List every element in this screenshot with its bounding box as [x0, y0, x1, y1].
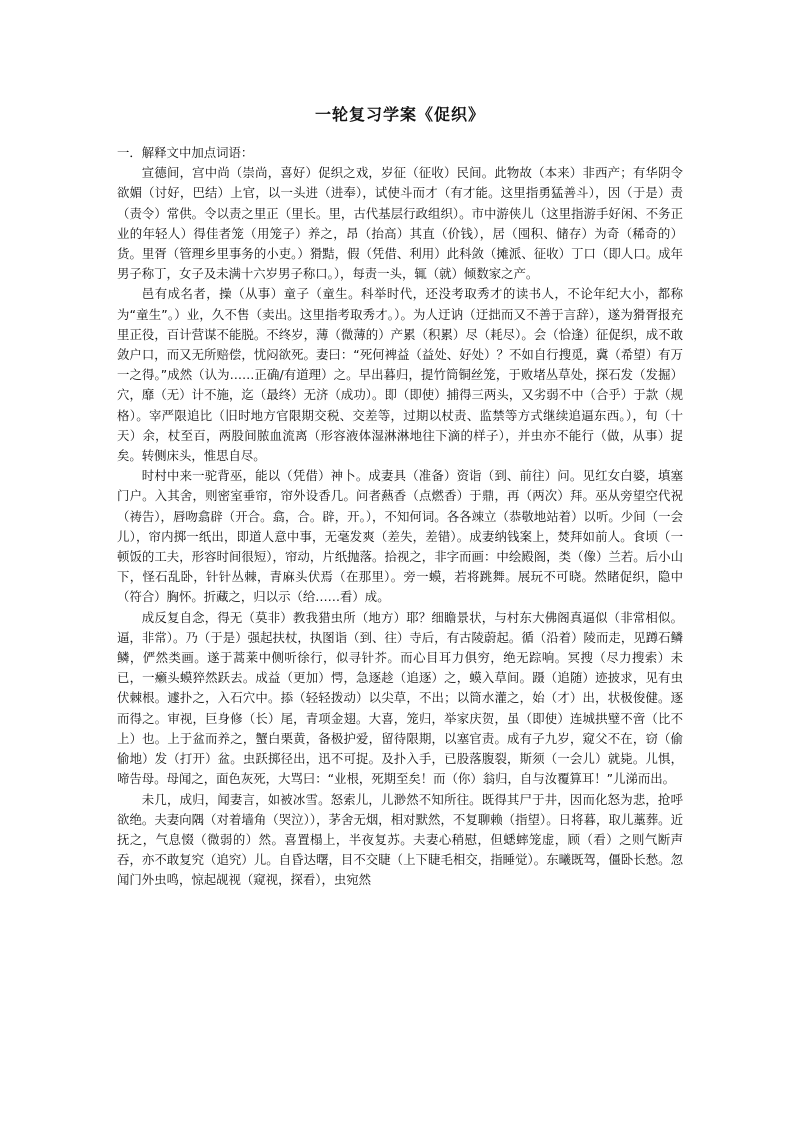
paragraph-3: 时村中来一驼背巫，能以（凭借）神卜。成妻具（准备）资诣（到、前往）问。见红女白婆，填塞门户。入其舍，则密室垂帘，帘外设香几。问者爇香（点燃香）于鼎，再（两次）拜。巫从旁望空代祝（祷告），唇吻翕辟（开合。翕，合。辟，开。），不知何词。各各竦立（恭敬地站着）以听。少间（一会儿），帘内掷一纸出，即道人意中事，无毫发爽（差失，差错）。成妻纳钱案上，焚拜如前人。食顷（一顿饭的工夫，形容时间很短），帘动，片纸抛落。拾视之，非字而画：中绘殿阁，类（像）兰若。后小山下，怪石乱卧，针针丛棘，青麻头伏焉（在那里）。旁一蟆，若将跳舞。展玩不可晓。然睹促织，隐中（符合）胸怀。折藏之，归以示（给……看）成。 — [117, 468, 683, 605]
paragraph-1: 宣德间，宫中尚（崇尚，喜好）促织之戏，岁征（征收）民间。此物故（本来）非西产；有华阴令欲媚（讨好，巴结）上官，以一头进（进奉），试使斗而才（有才能。这里指勇猛善斗），因（于是）责（责令）常供。令以责之里正（里长。里，古代基层行政组织）。市中游侠儿（这里指游手好闲、不务正业的年轻人）得佳者笼（用笼子）养之，昂（抬高）其直（价钱），居（囤积、储存）为奇（稀奇的）货。里胥（管理乡里事务的小吏。）猾黠，假（凭借、利用）此科敛（摊派、征收）丁口（即人口。成年男子称丁，女子及未满十六岁男子称口。），每责一头，辄（就）倾数家之产。 — [117, 165, 683, 282]
paragraph-2: 邑有成名者，操（从事）童子（童生。科举时代，还没考取秀才的读书人，不论年纪大小，都称为“童生”。）业，久不售（卖出。这里指考取秀才。）。为人迂讷（迂拙而又不善于言辞），遂为猾胥报充里正役，百计营谋不能脱。不终岁，薄（微薄的）产累（积累）尽（耗尽）。会（恰逢）征促织，成不敢敛户口，而又无所赔偿，忧闷欲死。妻曰：“死何裨益（益处、好处）？不如自行搜觅，冀（希望）有万一之得。”成然（认为……正确/有道理）之。早出暮归，提竹筒铜丝笼，于败堵丛草处，探石发（发掘）穴，靡（无）计不施，迄（最终）无济（成功）。即（即使）捕得三两头，又劣弱不中（合乎）于款（规格）。宰严限追比（旧时地方官限期交税、交差等，过期以杖责、监禁等方式继续追逼东西。），旬（十天）余，杖至百，两股间脓血流离（形容液体湿淋淋地往下滴的样子），并虫亦不能行（做，从事）捉矣。转侧床头，惟思自尽。 — [117, 286, 683, 464]
document-page — [117, 0, 683, 1123]
paragraph-4: 成反复自念，得无（莫非）教我猎虫所（地方）耶？细瞻景状，与村东大佛阁真逼似（非常相似。逼，非常）。乃（于是）强起扶杖，执图诣（到、往）寺后，有古陵蔚起。循（沿着）陵而走，见蹲石鳞鳞，俨然类画。遂于蒿莱中侧听徐行，似寻针芥。而心目耳力俱穷，绝无踪响。冥搜（尽力搜索）未已，一癞头蟆猝然跃去。成益（更加）愕，急逐趁（追逐）之，蟆入草间。蹑（追随）迹披求，见有虫伏棘根。遽扑之，入石穴中。掭（轻轻拨动）以尖草，不出；以筒水灌之，始（才）出，状极俊健。逐而得之。审视，巨身修（长）尾，青项金翅。大喜，笼归，举家庆贺，虽（即使）连城拱璧不啻（比不上）也。上于盆而养之，蟹白栗黄，备极护爱，留待限期，以塞官责。成有子九岁，窥父不在，窃（偷偷地）发（打开）盆。虫跃掷径出，迅不可捉。及扑入手，已股落腹裂，斯须（一会儿）就毙。儿惧，啼告母。母闻之，面色灰死，大骂曰：“业根，死期至矣！而（你）翁归，自与汝覆算耳！”儿涕而出。 — [117, 609, 683, 787]
document-body — [117, 143, 683, 891]
paragraph-5: 未几，成归，闻妻言，如被冰雪。怒索儿，儿渺然不知所往。既得其尸于井，因而化怒为悲，抢呼欲绝。夫妻向隅（对着墙角（哭泣）），茅舍无烟，相对默然，不复聊赖（指望）。日将暮，取儿藁葬。近抚之，气息惙（微弱的）然。喜置榻上，半夜复苏。夫妻心稍慰，但蟋蟀笼虚，顾（看）之则气断声吞，亦不敢复究（追究）儿。自昏达曙，目不交睫（上下睫毛相交，指睡觉）。东曦既驾，僵卧长愁。忽闻门外虫鸣，惊起觇视（窥视，探看），虫宛然 — [117, 791, 683, 888]
section-heading: 一．解释文中加点词语： — [117, 145, 254, 160]
page-title: 一轮复习学案《促织》 — [314, 105, 485, 124]
